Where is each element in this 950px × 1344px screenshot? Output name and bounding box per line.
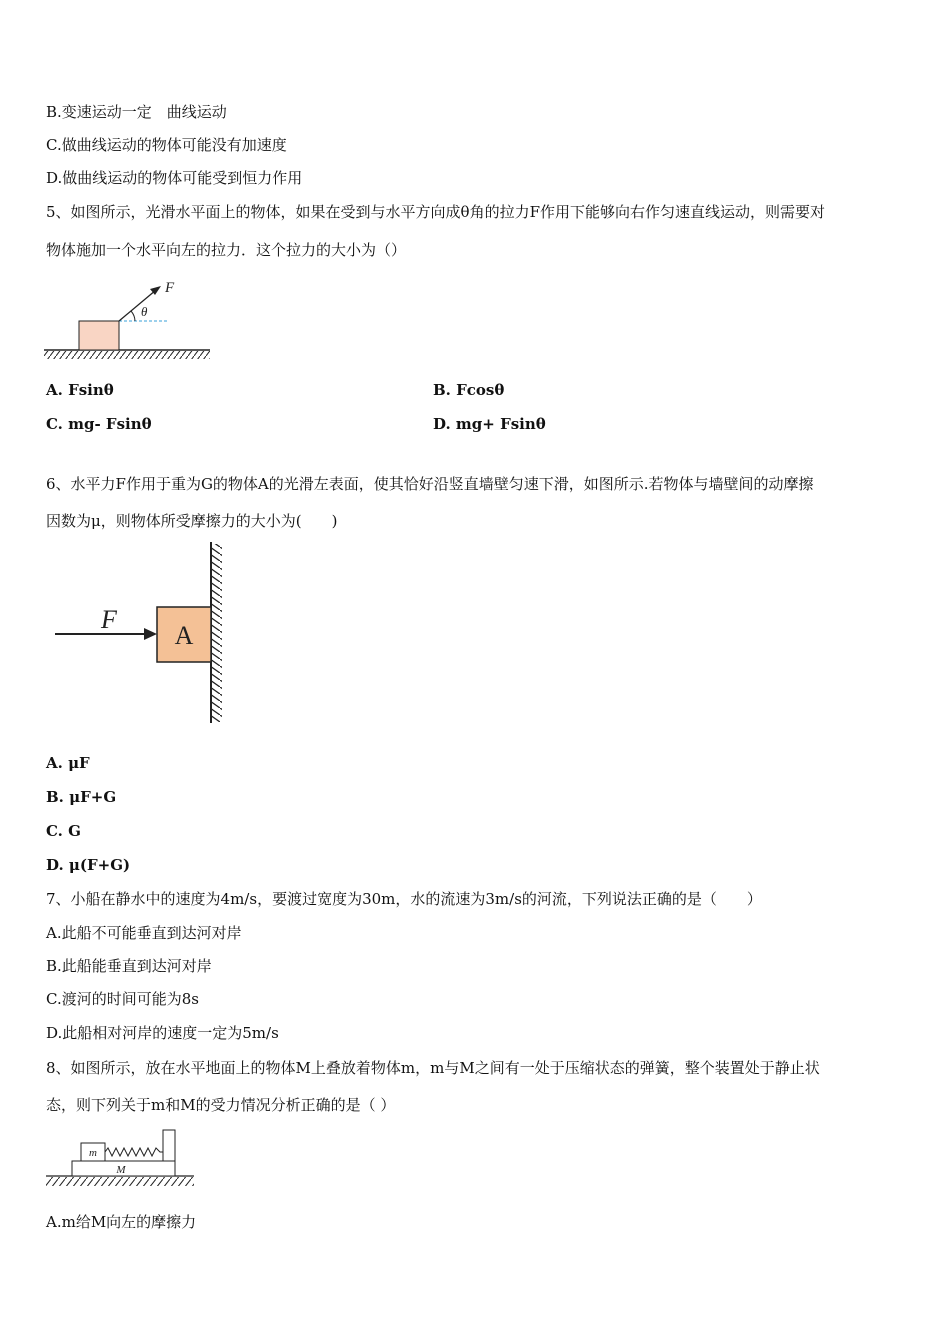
q5-angle-arc [131, 311, 135, 321]
q5-option-a: A. Fsinθ [46, 381, 114, 399]
q7-option-b: B.此船能垂直到达河对岸 [46, 957, 212, 975]
q4-option-c: C.做曲线运动的物体可能没有加速度 [46, 136, 287, 154]
q6-wall-hatch [211, 544, 222, 722]
q6-arrow-head [144, 628, 157, 640]
q5-force-label: F [165, 280, 175, 296]
q5-ground-hatch [44, 351, 210, 359]
q7-option-c: C.渡河的时间可能为8s [46, 990, 199, 1008]
q8-stem-line2: 态，则下列关于m和M的受力情况分析正确的是（ ） [46, 1096, 396, 1114]
q5-figure [44, 276, 214, 360]
q8-spring [105, 1148, 163, 1156]
q7-option-a: A.此船不可能垂直到达河对岸 [46, 924, 242, 942]
q8-option-a: A.m给M向左的摩擦力 [46, 1213, 197, 1231]
q5-angle-label: θ [141, 304, 148, 319]
q8-big-label: M [116, 1164, 126, 1176]
q6-option-b: B. μF+G [46, 788, 117, 806]
q5-stem-line1: 5、如图所示，光滑水平面上的物体，如果在受到与水平方向成θ角的拉力F作用下能够向右作匀速直线运动，则需要对 [46, 203, 825, 221]
q6-figure [50, 540, 230, 726]
q8-ground-hatch [46, 1177, 194, 1186]
q6-stem-line1: 6、水平力F作用于重为G的物体A的光滑左表面，使其恰好沿竖直墙壁匀速下滑，如图所示.若物体与墙壁间的动摩擦 [46, 475, 814, 493]
q5-option-c: C. mg- Fsinθ [46, 415, 152, 433]
q8-small-label: m [89, 1147, 97, 1159]
q6-option-a: A. μF [46, 754, 90, 772]
q8-figure [44, 1125, 199, 1191]
q6-option-d: D. μ(F+G) [46, 856, 131, 874]
q5-force-arrow [119, 290, 156, 321]
q8-wall-post [163, 1130, 175, 1161]
q5-option-b: B. Fcosθ [433, 381, 505, 399]
q6-block-label: A [174, 621, 194, 650]
q5-stem-line2: 物体施加一个水平向左的拉力．这个拉力的大小为（） [46, 241, 407, 259]
q7-option-d: D.此船相对河岸的速度一定为5m/s [46, 1024, 279, 1042]
q6-stem-line2: 因数为μ，则物体所受摩擦力的大小为( ) [46, 512, 338, 530]
q4-option-b: B.变速运动一定 曲线运动 [46, 103, 227, 121]
q5-block [79, 321, 119, 350]
q5-option-d: D. mg+ Fsinθ [433, 415, 546, 433]
q7-stem: 7、小船在静水中的速度为4m/s，要渡过宽度为30m，水的流速为3m/s的河流，下列说法正确的是（ ） [46, 890, 762, 908]
q8-stem-line1: 8、如图所示，放在水平地面上的物体M上叠放着物体m，m与M之间有一处于压缩状态的弹簧，整个装置处于静止状 [46, 1059, 820, 1077]
q6-force-label: F [101, 605, 117, 634]
q6-option-c: C. G [46, 822, 81, 840]
q4-option-d: D.做曲线运动的物体可能受到恒力作用 [46, 169, 303, 187]
